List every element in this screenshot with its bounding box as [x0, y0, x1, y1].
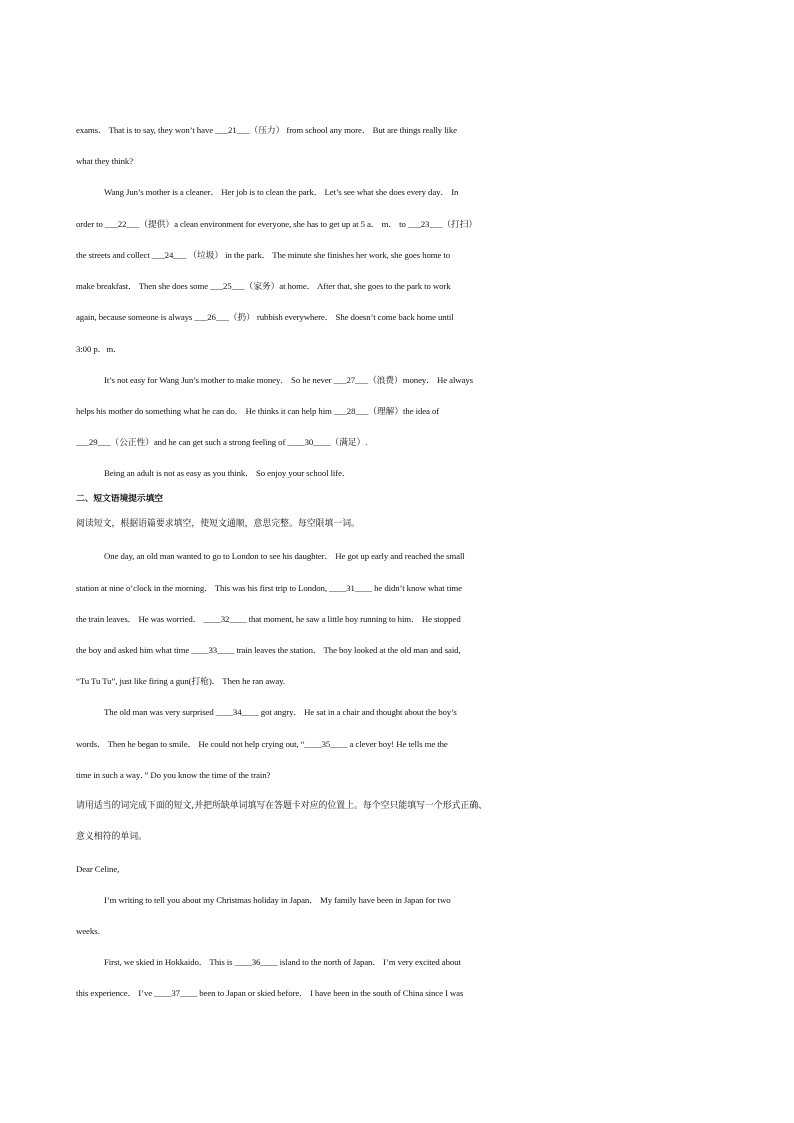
text-line: Wang Jun’s mother is a cleaner． Her job is to clean the park． Let’s see what she does every day． In — [104, 187, 459, 197]
text-line: Being an adult is not as easy as you think． So enjoy your school life． — [104, 468, 351, 478]
letter-salutation: Dear Celine, — [76, 864, 120, 874]
text-line: words． Then he began to smile． He could not help crying out, “____35____ a clever boy! He tells me the — [76, 739, 448, 749]
text-line: One day, an old man wanted to go to London to see his daughter． He got up early and reached the small — [104, 551, 465, 561]
text-line: ___29___（公正性）and he can get such a strong feeling of ____30____（满足）. — [76, 437, 368, 447]
text-line: weeks． — [76, 926, 107, 936]
text-line: this experience． I’ve ____37____ been to Japan or skied before． I have been in the south of China since I was — [76, 988, 464, 998]
text-line: make breakfast． Then she does some ___25___（家务）at home． After that, she goes to the park to work — [76, 281, 451, 291]
text-line: 3:00 p．m． — [76, 344, 122, 354]
text-line: again, because someone is always ___26___（扔） rubbish everywhere． She doesn’t come back home until — [76, 312, 454, 322]
section-instruction: 阅读短文，根据语篇要求填空，使短文通顺，意思完整。每空限填一词。 — [76, 519, 360, 529]
section-instruction: 请用适当的词完成下面的短文,并把所缺单词填写在答题卡对应的位置上。每个空只能填写一个形式正确、 — [76, 801, 488, 811]
text-line: helps his mother do something what he can do． He thinks it can help him ___28___（理解）the idea of — [76, 406, 440, 416]
text-line: the streets and collect ___24___ （垃圾） in the park． The minute she finishes her work, she goes home to — [76, 250, 451, 260]
text-line: what they think? — [76, 156, 134, 166]
text-line: It’s not easy for Wang Jun’s mother to make money． So he never ___27___（浪费）money． He always — [104, 375, 473, 385]
section-heading: 二、短文语境提示填空 — [76, 494, 163, 504]
text-line: exams． That is to say, they won’t have ___21___（压力） from school any more． But are things really like — [76, 125, 457, 135]
text-line: station at nine o’clock in the morning． This was his first trip to London, ____31____ he didn’t know what time — [76, 583, 462, 593]
text-line: First, we skied in Hokkaido． This is ____36____ island to the north of Japan． I’m very excited about — [104, 957, 461, 967]
text-line: order to ___22___（提供）a clean environment for everyone, she has to get up at 5 a． m． to ___23___（打扫） — [76, 219, 478, 229]
section-instruction: 意义相符的单词。 — [76, 832, 147, 842]
text-line: time in such a way．” Do you know the time of the train? — [76, 770, 271, 780]
text-line: The old man was very surprised ____34____ got angry． He sat in a chair and thought about the boy’s — [104, 707, 457, 717]
text-line: the train leaves． He was worried． ____32____ that moment, he saw a little boy running to him． He stopped — [76, 614, 461, 624]
text-line: “Tu Tu Tu”, just like firing a gun(打枪)． Then he ran away. — [76, 676, 286, 686]
text-line: the boy and asked him what time ____33____ train leaves the station． The boy looked at the old man and said, — [76, 645, 461, 655]
text-line: I’m writing to tell you about my Christmas holiday in Japan． My family have been in Japan for two — [104, 895, 451, 905]
